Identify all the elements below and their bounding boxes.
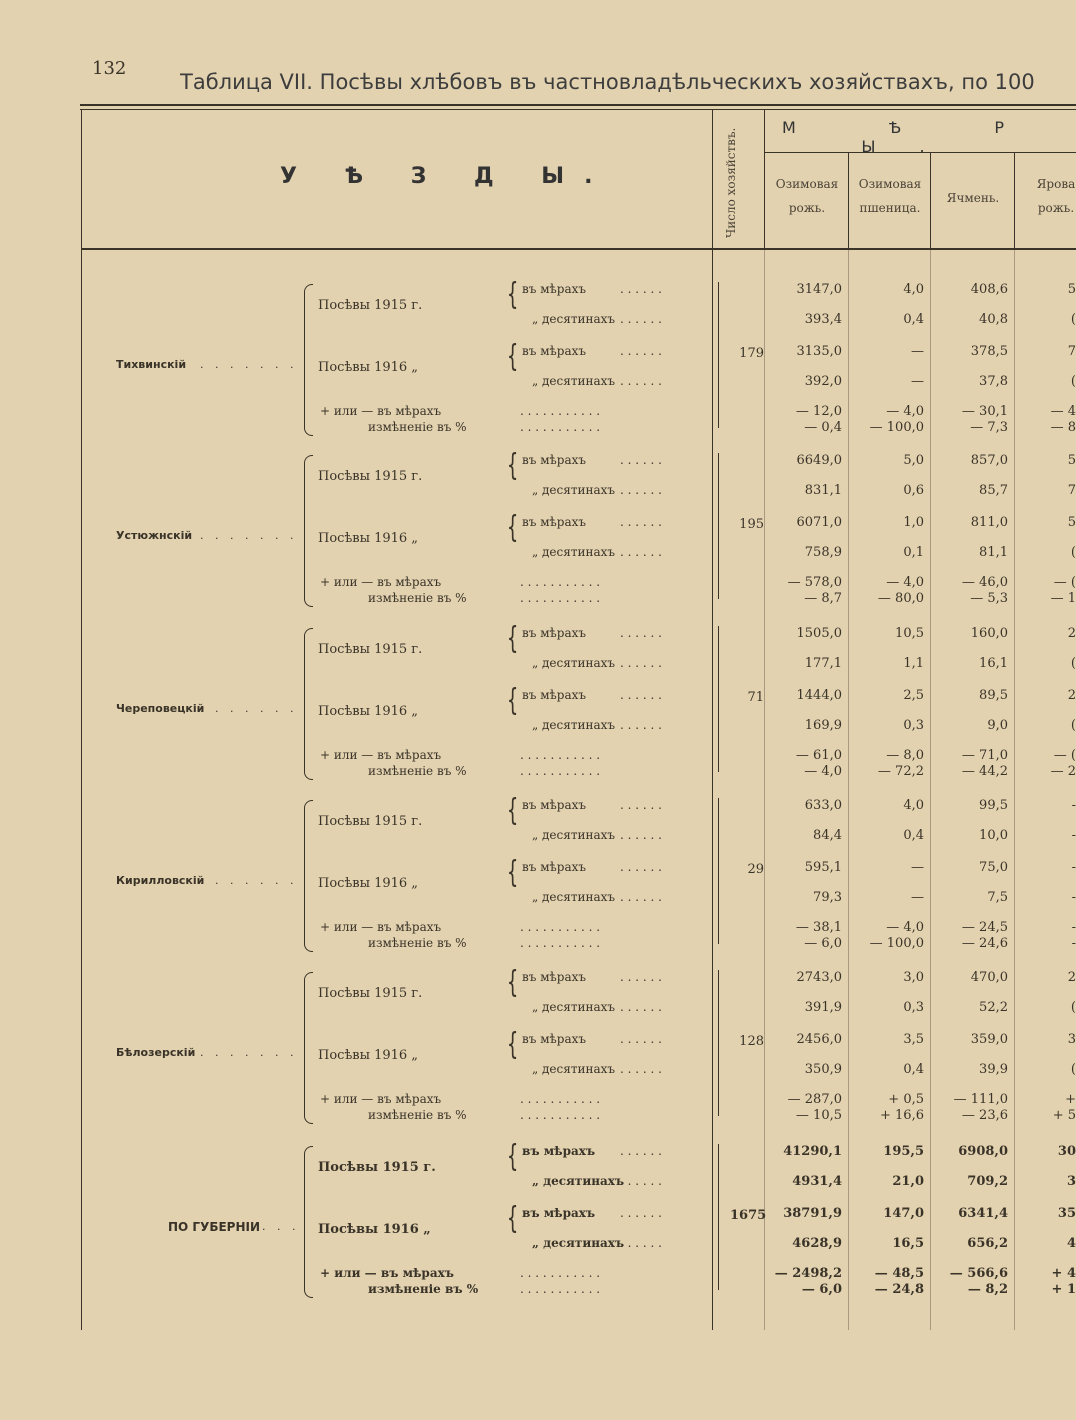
- cell-rye: 1505,0: [796, 626, 842, 641]
- cell-wheat: + 0,5: [888, 1092, 924, 1107]
- col-header-winter-wheat: Озимовая пшеница.: [858, 177, 922, 215]
- header-col-divider: [1014, 152, 1015, 248]
- leader-dots: . . . . . . . . . . .: [520, 575, 601, 589]
- leader-dots: . . . . . . .: [200, 1046, 298, 1059]
- leader-dots: . . . . . .: [620, 860, 662, 874]
- cell-rye: 6649,0: [796, 453, 842, 468]
- cell-rye: 391,9: [804, 1000, 842, 1015]
- measures-label: въ мѣрахъ: [522, 860, 587, 874]
- cell-spring: + 5: [1052, 1108, 1076, 1123]
- cell-spring: -: [1071, 828, 1076, 843]
- cell-wheat: — 4,0: [886, 404, 924, 419]
- leader-dots: . . . . . .: [620, 798, 662, 812]
- cell-wheat: —: [911, 374, 924, 389]
- cell-rye: — 578,0: [787, 575, 842, 590]
- measures-label: въ мѣрахъ: [522, 344, 587, 358]
- sown-1916-label: Посѣвы 1916 „: [318, 1048, 419, 1063]
- leader-dots: . . . . . .: [620, 344, 662, 358]
- plus-minus-label: + или — въ мѣрахъ: [320, 1266, 454, 1280]
- cell-barley: 39,9: [979, 1062, 1008, 1077]
- cell-barley: — 24,6: [961, 936, 1008, 951]
- district-brace: [304, 284, 313, 436]
- top-rule: [80, 104, 1076, 106]
- cell-rye: — 4,0: [804, 764, 842, 779]
- cell-spring: 3: [1067, 1032, 1076, 1047]
- desyatinas-label: „ десятинахъ: [532, 374, 616, 388]
- leader-dots: . . . . . . . . . . .: [520, 1108, 601, 1122]
- district-name: Череповецкій: [116, 702, 205, 715]
- cell-spring: (: [1070, 374, 1076, 389]
- measures-label: въ мѣрахъ: [522, 1032, 587, 1046]
- district-name: ПО ГУБЕРНІИ: [168, 1220, 261, 1234]
- cell-barley: 52,2: [979, 1000, 1008, 1015]
- sown-1916-label: Посѣвы 1916 „: [318, 531, 419, 546]
- cell-rye: — 287,0: [787, 1092, 842, 1107]
- leader-dots: . . .: [262, 1220, 300, 1233]
- measures-label: въ мѣрахъ: [522, 1206, 596, 1220]
- cell-barley: 9,0: [987, 718, 1008, 733]
- cell-spring: — 2: [1050, 764, 1076, 779]
- cell-rye: — 8,7: [804, 591, 842, 606]
- leader-dots: . . . . . .: [620, 1000, 662, 1014]
- households-count: 179: [739, 346, 764, 361]
- cell-barley: 857,0: [970, 453, 1008, 468]
- leader-dots: . . . . . .: [620, 1174, 662, 1188]
- cell-wheat: — 24,8: [874, 1282, 924, 1297]
- cell-spring: (: [1070, 656, 1076, 671]
- count-brace: [718, 798, 719, 944]
- desyatinas-label: „ десятинахъ: [532, 1000, 616, 1014]
- cell-wheat: —: [911, 344, 924, 359]
- cell-rye: 38791,9: [783, 1206, 842, 1221]
- table-left-border: [81, 110, 82, 1330]
- measures-label: въ мѣрахъ: [522, 798, 587, 812]
- leader-dots: . . . . . .: [620, 1032, 662, 1046]
- cell-spring: — (: [1053, 748, 1076, 763]
- plus-minus-label: + или — въ мѣрахъ: [320, 404, 442, 418]
- cell-rye: 79,3: [813, 890, 842, 905]
- sown-1915-label: Посѣвы 1915 г.: [318, 1160, 436, 1175]
- cell-wheat: 21,0: [892, 1174, 924, 1189]
- households-count: 29: [747, 862, 764, 877]
- header-bottom-rule: [81, 248, 1076, 250]
- plus-minus-label: + или — въ мѣрахъ: [320, 920, 442, 934]
- district-brace: [304, 800, 313, 952]
- cell-wheat: + 16,6: [880, 1108, 924, 1123]
- cell-rye: 393,4: [804, 312, 842, 327]
- cell-barley: 85,7: [979, 483, 1008, 498]
- leader-dots: . . . . . . .: [200, 874, 298, 887]
- data-col-divider: [930, 250, 931, 1330]
- measures-label: въ мѣрахъ: [522, 1144, 596, 1158]
- cell-wheat: — 48,5: [874, 1266, 924, 1281]
- cell-rye: — 61,0: [795, 748, 842, 763]
- count-brace: [718, 626, 719, 772]
- cell-rye: 4931,4: [792, 1174, 842, 1189]
- cell-barley: 37,8: [979, 374, 1008, 389]
- cell-wheat: — 72,2: [877, 764, 924, 779]
- row-brace: {: [506, 1139, 519, 1174]
- cell-wheat: 0,4: [903, 828, 924, 843]
- data-col-divider: [848, 250, 849, 1330]
- cell-wheat: 16,5: [892, 1236, 924, 1251]
- plus-minus-label: + или — въ мѣрахъ: [320, 575, 442, 589]
- leader-dots: . . . . . . . . . . .: [520, 404, 601, 418]
- cell-barley: 359,0: [970, 1032, 1008, 1047]
- cell-barley: 709,2: [967, 1174, 1008, 1189]
- cell-spring: + 4: [1051, 1266, 1076, 1281]
- cell-wheat: — 100,0: [869, 420, 924, 435]
- cell-rye: 392,0: [804, 374, 842, 389]
- sown-1916-label: Посѣвы 1916 „: [318, 360, 419, 375]
- cell-wheat: 4,0: [903, 282, 924, 297]
- cell-barley: — 5,3: [970, 591, 1008, 606]
- leader-dots: . . . . . .: [620, 515, 662, 529]
- cell-spring: 4: [1066, 1236, 1076, 1251]
- row-brace: {: [506, 855, 519, 890]
- cell-rye: — 10,5: [795, 1108, 842, 1123]
- sown-1915-label: Посѣвы 1915 г.: [318, 298, 423, 313]
- count-brace: [718, 970, 719, 1116]
- leader-dots: . . . . . . . . . . .: [520, 764, 601, 778]
- mery-header: М Ѣ Р Ы.: [782, 118, 1048, 156]
- change-percent-label: измѣненіе въ %: [368, 1108, 467, 1122]
- cell-rye: — 38,1: [795, 920, 842, 935]
- row-brace: {: [506, 448, 519, 483]
- cell-barley: 7,5: [987, 890, 1008, 905]
- leader-dots: . . . . . .: [620, 545, 662, 559]
- households-count-header: Число хозяйствъ.: [724, 127, 738, 238]
- desyatinas-label: „ десятинахъ: [532, 545, 616, 559]
- cell-spring: 35: [1057, 1206, 1076, 1221]
- leader-dots: . . . . . . . . . . .: [520, 936, 601, 950]
- leader-dots: . . . . . . . . . . .: [520, 748, 601, 762]
- cell-spring: 2: [1067, 970, 1076, 985]
- cell-barley: 811,0: [970, 515, 1008, 530]
- leader-dots: . . . . . .: [620, 688, 662, 702]
- desyatinas-label: „ десятинахъ: [532, 1174, 625, 1188]
- district-name: Устюжнскій: [116, 529, 193, 542]
- change-percent-label: измѣненіе въ %: [368, 420, 467, 434]
- cell-barley: — 44,2: [961, 764, 1008, 779]
- cell-barley: 16,1: [979, 656, 1008, 671]
- leader-dots: . . . . . . . . . . .: [520, 1282, 601, 1296]
- leader-dots: . . . . . .: [620, 718, 662, 732]
- data-col-divider: [764, 250, 765, 1330]
- leader-dots: . . . . . . . . . . .: [520, 920, 601, 934]
- district-brace: [304, 1146, 313, 1298]
- cell-rye: 633,0: [804, 798, 842, 813]
- households-count: 195: [739, 517, 764, 532]
- cell-spring: 3: [1066, 1174, 1076, 1189]
- cell-spring: -: [1071, 860, 1076, 875]
- plus-minus-label: + или — въ мѣрахъ: [320, 748, 442, 762]
- leader-dots: . . . . . .: [620, 453, 662, 467]
- desyatinas-label: „ десятинахъ: [532, 1236, 625, 1250]
- row-brace: {: [506, 339, 519, 374]
- sown-1916-label: Посѣвы 1916 „: [318, 876, 419, 891]
- count-brace: [718, 453, 719, 599]
- cell-wheat: — 8,0: [886, 748, 924, 763]
- cell-barley: — 71,0: [961, 748, 1008, 763]
- cell-spring: — 1: [1050, 591, 1076, 606]
- district-brace: [304, 455, 313, 607]
- desyatinas-label: „ десятинахъ: [532, 483, 616, 497]
- desyatinas-label: „ десятинахъ: [532, 828, 616, 842]
- cell-barley: — 23,6: [961, 1108, 1008, 1123]
- cell-wheat: — 100,0: [869, 936, 924, 951]
- cell-rye: 2743,0: [796, 970, 842, 985]
- cell-barley: 656,2: [967, 1236, 1008, 1251]
- cell-barley: 378,5: [970, 344, 1008, 359]
- cell-spring: 30: [1057, 1144, 1076, 1159]
- measures-label: въ мѣрахъ: [522, 453, 587, 467]
- cell-rye: 831,1: [804, 483, 842, 498]
- district-brace: [304, 628, 313, 780]
- leader-dots: . . . . . .: [620, 1062, 662, 1076]
- cell-wheat: —: [911, 890, 924, 905]
- count-brace: [718, 282, 719, 428]
- cell-spring: — (: [1053, 575, 1076, 590]
- sown-1916-label: Посѣвы 1916 „: [318, 704, 419, 719]
- col-header-barley: Ячмень.: [946, 191, 1000, 205]
- leader-dots: . . . . . .: [620, 1236, 662, 1250]
- cell-barley: 470,0: [970, 970, 1008, 985]
- cell-wheat: 5,0: [903, 453, 924, 468]
- cell-barley: — 8,2: [967, 1282, 1008, 1297]
- district-brace: [304, 972, 313, 1124]
- measures-label: въ мѣрахъ: [522, 688, 587, 702]
- cell-barley: — 111,0: [953, 1092, 1008, 1107]
- uezdy-header: У Ѣ З Д Ы.: [280, 164, 613, 189]
- leader-dots: . . . . . .: [620, 970, 662, 984]
- cell-wheat: — 4,0: [886, 920, 924, 935]
- cell-spring: 5: [1067, 515, 1076, 530]
- cell-spring: + 1: [1051, 1282, 1076, 1297]
- district-name: Кирилловскій: [116, 874, 205, 887]
- cell-wheat: 10,5: [895, 626, 924, 641]
- cell-wheat: 0,4: [903, 312, 924, 327]
- leader-dots: . . . . . . .: [200, 529, 298, 542]
- measures-label: въ мѣрахъ: [522, 282, 587, 296]
- plus-minus-label: + или — въ мѣрахъ: [320, 1092, 442, 1106]
- cell-wheat: —: [911, 860, 924, 875]
- desyatinas-label: „ десятинахъ: [532, 718, 616, 732]
- leader-dots: . . . . . . . . . . .: [520, 1266, 601, 1280]
- row-brace: {: [506, 965, 519, 1000]
- row-brace: {: [506, 277, 519, 312]
- cell-rye: 177,1: [804, 656, 842, 671]
- cell-rye: 1444,0: [796, 688, 842, 703]
- row-brace: {: [506, 793, 519, 828]
- desyatinas-label: „ десятинахъ: [532, 890, 616, 904]
- cell-wheat: 2,5: [903, 688, 924, 703]
- cell-rye: — 2498,2: [774, 1266, 842, 1281]
- cell-wheat: 0,1: [903, 545, 924, 560]
- header-col-divider: [848, 152, 849, 248]
- cell-spring: 7: [1067, 344, 1076, 359]
- cell-rye: 169,9: [804, 718, 842, 733]
- cell-barley: — 30,1: [961, 404, 1008, 419]
- desyatinas-label: „ десятинахъ: [532, 656, 616, 670]
- cell-rye: 3147,0: [796, 282, 842, 297]
- district-name: Тихвинскій: [116, 358, 187, 371]
- households-count: 128: [739, 1034, 764, 1049]
- cell-rye: — 12,0: [795, 404, 842, 419]
- cell-wheat: 0,3: [903, 718, 924, 733]
- cell-wheat: 4,0: [903, 798, 924, 813]
- cell-spring: (: [1070, 1000, 1076, 1015]
- cell-barley: 99,5: [979, 798, 1008, 813]
- leader-dots: . . . . . .: [620, 374, 662, 388]
- cell-rye: — 6,0: [801, 1282, 842, 1297]
- count-brace: [718, 1144, 719, 1290]
- leader-dots: . . . . . .: [620, 1144, 662, 1158]
- leader-dots: . . . . . . . . . . .: [520, 1092, 601, 1106]
- cell-rye: 4628,9: [792, 1236, 842, 1251]
- cell-barley: 89,5: [979, 688, 1008, 703]
- cell-barley: 10,0: [979, 828, 1008, 843]
- row-brace: {: [506, 621, 519, 656]
- cell-rye: 41290,1: [783, 1144, 842, 1159]
- leader-dots: . . . . . .: [620, 626, 662, 640]
- cell-rye: 350,9: [804, 1062, 842, 1077]
- leader-dots: . . . . . .: [620, 282, 662, 296]
- cell-barley: 408,6: [970, 282, 1008, 297]
- cell-rye: — 6,0: [804, 936, 842, 951]
- measures-label: въ мѣрахъ: [522, 626, 587, 640]
- leader-dots: . . . . . . . . . . .: [520, 420, 601, 434]
- sown-1916-label: Посѣвы 1916 „: [318, 1222, 431, 1237]
- cell-barley: — 7,3: [970, 420, 1008, 435]
- sown-1915-label: Посѣвы 1915 г.: [318, 642, 423, 657]
- cell-spring: -: [1071, 936, 1076, 951]
- cell-spring: — 4: [1050, 404, 1076, 419]
- cell-wheat: 0,3: [903, 1000, 924, 1015]
- cell-spring: (: [1070, 1062, 1076, 1077]
- cell-wheat: 1,1: [903, 656, 924, 671]
- cell-barley: 81,1: [979, 545, 1008, 560]
- cell-spring: (: [1070, 718, 1076, 733]
- cell-rye: 2456,0: [796, 1032, 842, 1047]
- cell-barley: 40,8: [979, 312, 1008, 327]
- measures-label: въ мѣрахъ: [522, 515, 587, 529]
- cell-spring: 2: [1067, 626, 1076, 641]
- cell-wheat: — 4,0: [886, 575, 924, 590]
- col-header-spring-rye: Ярова рожь.: [1036, 177, 1076, 215]
- cell-wheat: 0,4: [903, 1062, 924, 1077]
- row-brace: {: [506, 1201, 519, 1236]
- row-brace: {: [506, 683, 519, 718]
- cell-spring: (: [1070, 545, 1076, 560]
- households-count: 71: [747, 690, 764, 705]
- cell-spring: -: [1071, 920, 1076, 935]
- desyatinas-label: „ десятинахъ: [532, 312, 616, 326]
- cell-barley: — 46,0: [961, 575, 1008, 590]
- change-percent-label: измѣненіе въ %: [368, 1282, 479, 1296]
- cell-spring: 5: [1067, 453, 1076, 468]
- cell-barley: — 566,6: [949, 1266, 1008, 1281]
- cell-spring: 2: [1067, 688, 1076, 703]
- header-col-divider: [930, 152, 931, 248]
- cell-spring: 5: [1067, 282, 1076, 297]
- cell-spring: -: [1071, 890, 1076, 905]
- cell-barley: 75,0: [979, 860, 1008, 875]
- cell-rye: 758,9: [804, 545, 842, 560]
- district-name: Бѣлозерскій: [116, 1046, 196, 1059]
- cell-spring: -: [1071, 798, 1076, 813]
- leader-dots: . . . . . .: [620, 483, 662, 497]
- households-count: 1675: [730, 1208, 767, 1223]
- leader-dots: . . . . . .: [620, 828, 662, 842]
- col-header-winter-rye: Озимовая рожь.: [775, 177, 839, 215]
- leader-dots: . . . . . . . . . . .: [520, 591, 601, 605]
- data-col-divider: [1014, 250, 1015, 1330]
- cell-barley: 6908,0: [958, 1144, 1008, 1159]
- leader-dots: . . . . . .: [620, 1206, 662, 1220]
- cell-barley: 160,0: [970, 626, 1008, 641]
- cell-spring: 7: [1067, 483, 1076, 498]
- desyatinas-label: „ десятинахъ: [532, 1062, 616, 1076]
- change-percent-label: измѣненіе въ %: [368, 591, 467, 605]
- cell-wheat: — 80,0: [877, 591, 924, 606]
- cell-rye: 3135,0: [796, 344, 842, 359]
- measures-label: въ мѣрахъ: [522, 970, 587, 984]
- page-number: 132: [92, 58, 127, 79]
- leader-dots: . . . . . .: [620, 656, 662, 670]
- cell-spring: (: [1070, 312, 1076, 327]
- leader-dots: . . . . . . .: [200, 358, 298, 371]
- cell-rye: 595,1: [804, 860, 842, 875]
- change-percent-label: измѣненіе въ %: [368, 764, 467, 778]
- cell-wheat: 0,6: [903, 483, 924, 498]
- page-title: Таблица VII. Посѣвы хлѣбовъ въ частновладѣльческихъ хозяйствахъ, по 100: [180, 70, 1035, 94]
- cell-spring: +: [1065, 1092, 1076, 1107]
- row-brace: {: [506, 1027, 519, 1062]
- cell-wheat: 3,0: [903, 970, 924, 985]
- cell-rye: 6071,0: [796, 515, 842, 530]
- leader-dots: . . . . . .: [620, 312, 662, 326]
- top-rule-thin: [80, 109, 1076, 110]
- cell-barley: — 24,5: [961, 920, 1008, 935]
- cell-wheat: 195,5: [883, 1144, 924, 1159]
- row-brace: {: [506, 510, 519, 545]
- cell-spring: — 8: [1050, 420, 1076, 435]
- change-percent-label: измѣненіе въ %: [368, 936, 467, 950]
- cell-rye: — 0,4: [804, 420, 842, 435]
- cell-wheat: 147,0: [883, 1206, 924, 1221]
- sown-1915-label: Посѣвы 1915 г.: [318, 986, 423, 1001]
- cell-rye: 84,4: [813, 828, 842, 843]
- leader-dots: . . . . . . .: [200, 702, 298, 715]
- sown-1915-label: Посѣвы 1915 г.: [318, 814, 423, 829]
- cell-barley: 6341,4: [958, 1206, 1008, 1221]
- sown-1915-label: Посѣвы 1915 г.: [318, 469, 423, 484]
- cell-wheat: 1,0: [903, 515, 924, 530]
- cell-wheat: 3,5: [903, 1032, 924, 1047]
- leader-dots: . . . . . .: [620, 890, 662, 904]
- header-col-divider: [712, 110, 713, 1330]
